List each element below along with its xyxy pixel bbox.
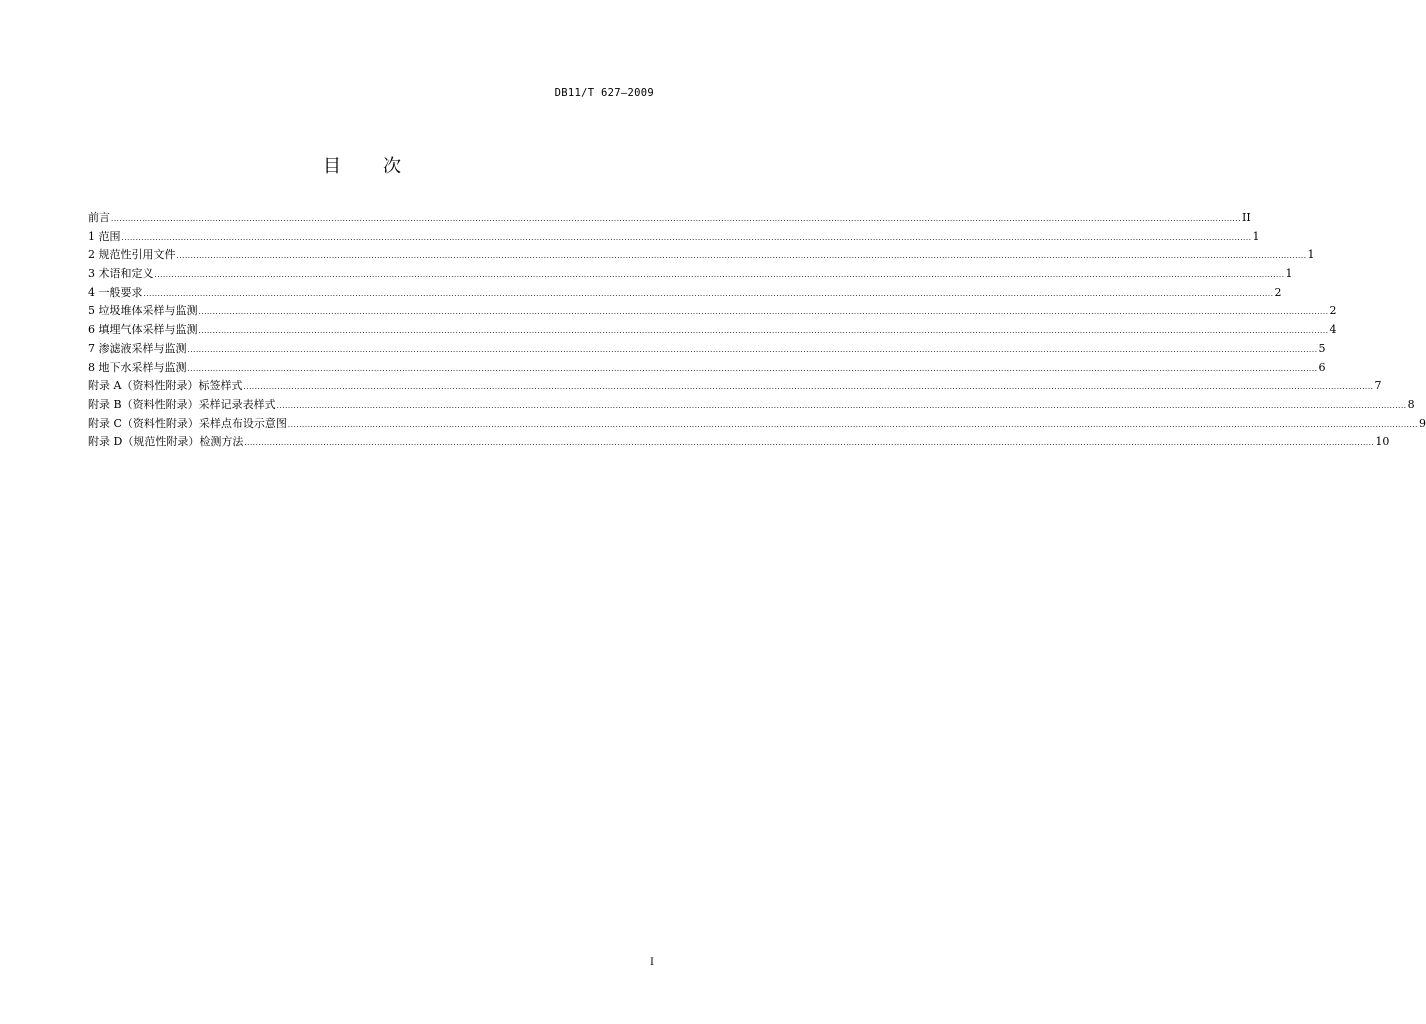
toc-entry[interactable]: [88, 228, 1260, 247]
toc-leader-dots: ................................................................................................................................................................................................................................................................................................................................................................................................................: [187, 345, 1318, 354]
toc-entry-page: 8: [1407, 397, 1415, 411]
toc-entry-label: 5 垃圾堆体采样与监测: [88, 304, 198, 318]
toc-entry[interactable]: [88, 433, 1390, 452]
toc-entry-page: 4: [1329, 323, 1337, 337]
toc-entry[interactable]: [88, 377, 1382, 396]
toc-entry-page: II: [1242, 211, 1251, 224]
page-number: I: [650, 957, 654, 968]
toc-entry-label: 附录 B（资料性附录）采样记录表样式: [88, 397, 276, 411]
toc-entry[interactable]: [88, 359, 1326, 378]
toc-leader-dots: ................................................................................................................................................................................................................................................................................................................................................................................................................: [143, 289, 1274, 298]
toc-entry-label: 附录 D（规范性附录）检测方法: [88, 435, 244, 449]
toc-entry-page: 1: [1307, 248, 1315, 262]
title-char-right: 次: [383, 156, 401, 177]
toc-entry-page: 1: [1285, 267, 1293, 281]
title-char-left: 目: [323, 156, 341, 177]
toc-entry-label: 7 渗滤液采样与监测: [88, 341, 187, 355]
toc-leader-dots: ................................................................................................................................................................................................................................................................................................................................................................................................................: [244, 439, 1375, 448]
document-code: DB11/T 627—2009: [554, 87, 654, 99]
toc-entry-label: 附录 A（资料性附录）标签样式: [88, 379, 243, 393]
toc-leader-dots: ................................................................................................................................................................................................................................................................................................................................................................................................................: [176, 252, 1307, 261]
toc-entry-label: 4 一般要求: [88, 285, 143, 299]
toc-leader-dots: ................................................................................................................................................................................................................................................................................................................................................................................................................: [154, 271, 1285, 280]
toc-entry-page: 10: [1375, 435, 1390, 449]
toc-entry[interactable]: [88, 340, 1326, 359]
toc-entry[interactable]: [88, 321, 1337, 340]
toc-leader-dots: ................................................................................................................................................................................................................................................................................................................................................................................................................: [287, 420, 1418, 429]
toc-entry-page: 7: [1374, 379, 1382, 393]
toc-entry[interactable]: [88, 246, 1315, 265]
toc-leader-dots: ................................................................................................................................................................................................................................................................................................................................................................................................................: [187, 364, 1318, 373]
toc-entry-page: 5: [1318, 341, 1326, 355]
toc-entry-page: 2: [1329, 304, 1337, 318]
toc-entry[interactable]: [88, 209, 1251, 228]
toc-entry[interactable]: [88, 396, 1415, 415]
toc-entry-label: 8 地下水采样与监测: [88, 360, 187, 374]
toc-entry[interactable]: [88, 284, 1282, 303]
toc-entry-label: 1 范围: [88, 229, 121, 243]
toc-entry-label: 2 规范性引用文件: [88, 248, 176, 262]
toc-entry-page: 2: [1274, 285, 1282, 299]
toc-entry-page: 9: [1418, 416, 1426, 430]
toc-leader-dots: ................................................................................................................................................................................................................................................................................................................................................................................................................: [276, 401, 1407, 410]
toc-entry-label: 3 术语和定义: [88, 267, 154, 281]
toc-entry[interactable]: [88, 302, 1337, 321]
toc-leader-dots: ................................................................................................................................................................................................................................................................................................................................................................................................................: [198, 308, 1329, 317]
toc-leader-dots: ................................................................................................................................................................................................................................................................................................................................................................................................................: [111, 215, 1242, 223]
toc-leader-dots: ................................................................................................................................................................................................................................................................................................................................................................................................................: [198, 327, 1329, 336]
page-title: [0, 152, 724, 178]
toc-leader-dots: ................................................................................................................................................................................................................................................................................................................................................................................................................: [243, 383, 1374, 392]
toc-entry[interactable]: [88, 265, 1293, 284]
toc-entry-page: 1: [1252, 229, 1260, 243]
toc-entry-label: 6 填埋气体采样与监测: [88, 323, 198, 337]
table-of-contents: [88, 209, 1426, 452]
toc-entry[interactable]: [88, 415, 1426, 434]
toc-leader-dots: ................................................................................................................................................................................................................................................................................................................................................................................................................: [121, 233, 1252, 242]
toc-entry-label: 前言: [88, 211, 110, 224]
toc-entry-page: 6: [1318, 360, 1326, 374]
toc-entry-label: 附录 C（资料性附录）采样点布设示意图: [88, 416, 287, 430]
